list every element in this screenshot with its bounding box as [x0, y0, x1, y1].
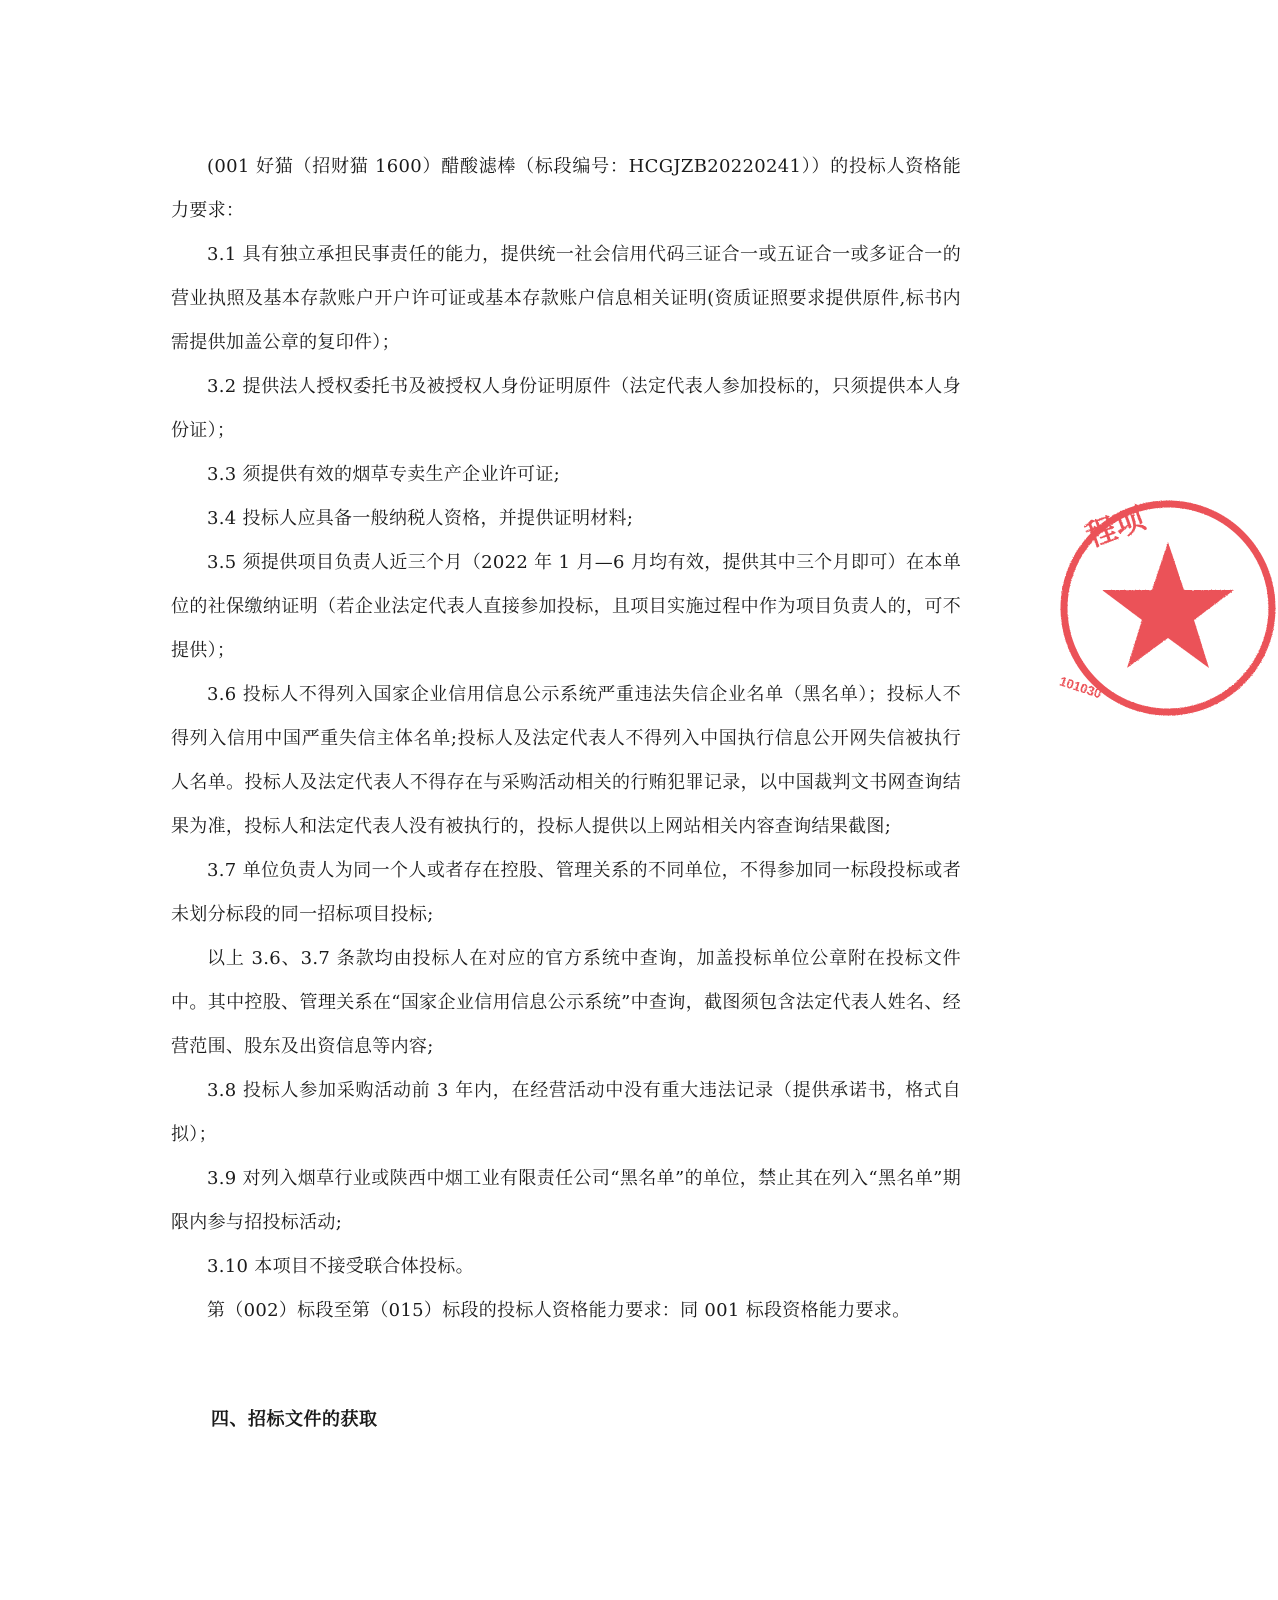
paragraph-3-5: 3.5 须提供项目负责人近三个月（2022 年 1 月—6 月均有效，提供其中三个月即可）在本单位的社保缴纳证明（若企业法定代表人直接参加投标，且项目实施过程中作为项目负责人的，可不提供）； [171, 552, 961, 661]
paragraph-other-lots: 第（002）标段至第（015）标段的投标人资格能力要求：同 001 标段资格能力要求。 [207, 1300, 911, 1321]
paragraph-3-6: 3.6 投标人不得列入国家企业信用信息公示系统严重违法失信企业名单（黑名单）；投标人不得列入信用中国严重失信主体名单;投标人及法定代表人不得列入中国执行信息公开网失信被执行人名单。投标人及法定代表人不得存在与采购活动相关的行贿犯罪记录，以中国裁判文书网查询结果为准，投标人和法定代表人没有被执行的，投标人提供以上网站相关内容查询结果截图; [171, 684, 961, 837]
paragraph-3-3: 3.3 须提供有效的烟草专卖生产企业许可证; [207, 464, 561, 485]
paragraph-note: 以上 3.6、3.7 条款均由投标人在对应的官方系统中查询，加盖投标单位公章附在投标文件中。其中控股、管理关系在“国家企业信用信息公示系统”中查询，截图须包含法定代表人姓名、经营范围、股东及出资信息等内容; [171, 948, 961, 1057]
paragraph-3-10: 3.10 本项目不接受联合体投标。 [207, 1256, 474, 1277]
paragraph-3-2: 3.2 提供法人授权委托书及被授权人身份证明原件（法定代表人参加投标的，只须提供本人身份证）； [171, 376, 961, 441]
paragraph-3-8: 3.8 投标人参加采购活动前 3 年内，在经营活动中没有重大违法记录（提供承诺书，格式自拟）； [171, 1080, 961, 1145]
paragraph-3-4: 3.4 投标人应具备一般纳税人资格，并提供证明材料; [207, 508, 634, 529]
paragraph-intro: (001 好猫（招财猫 1600）醋酸滤棒（标段编号：HCGJZB20220241））的投标人资格能力要求： [171, 156, 961, 221]
section-heading: 四、招标文件的获取 [211, 1409, 378, 1430]
official-seal-stamp [1058, 498, 1278, 718]
document-body [171, 145, 961, 1333]
paragraph-3-9: 3.9 对列入烟草行业或陕西中烟工业有限责任公司“黑名单”的单位，禁止其在列入“黑名单”期限内参与招投标活动; [171, 1168, 961, 1233]
paragraph-3-7: 3.7 单位负责人为同一个人或者存在控股、管理关系的不同单位，不得参加同一标段投标或者未划分标段的同一招标项目投标; [171, 860, 961, 925]
seal-text: 程项 [1081, 502, 1150, 554]
seal-star-icon [1102, 542, 1234, 668]
seal-number: 101030 [1057, 673, 1104, 702]
paragraph-3-1: 3.1 具有独立承担民事责任的能力，提供统一社会信用代码三证合一或五证合一或多证合一的营业执照及基本存款账户开户许可证或基本存款账户信息相关证明(资质证照要求提供原件,标书内需提供加盖公章的复印件）； [171, 244, 961, 353]
